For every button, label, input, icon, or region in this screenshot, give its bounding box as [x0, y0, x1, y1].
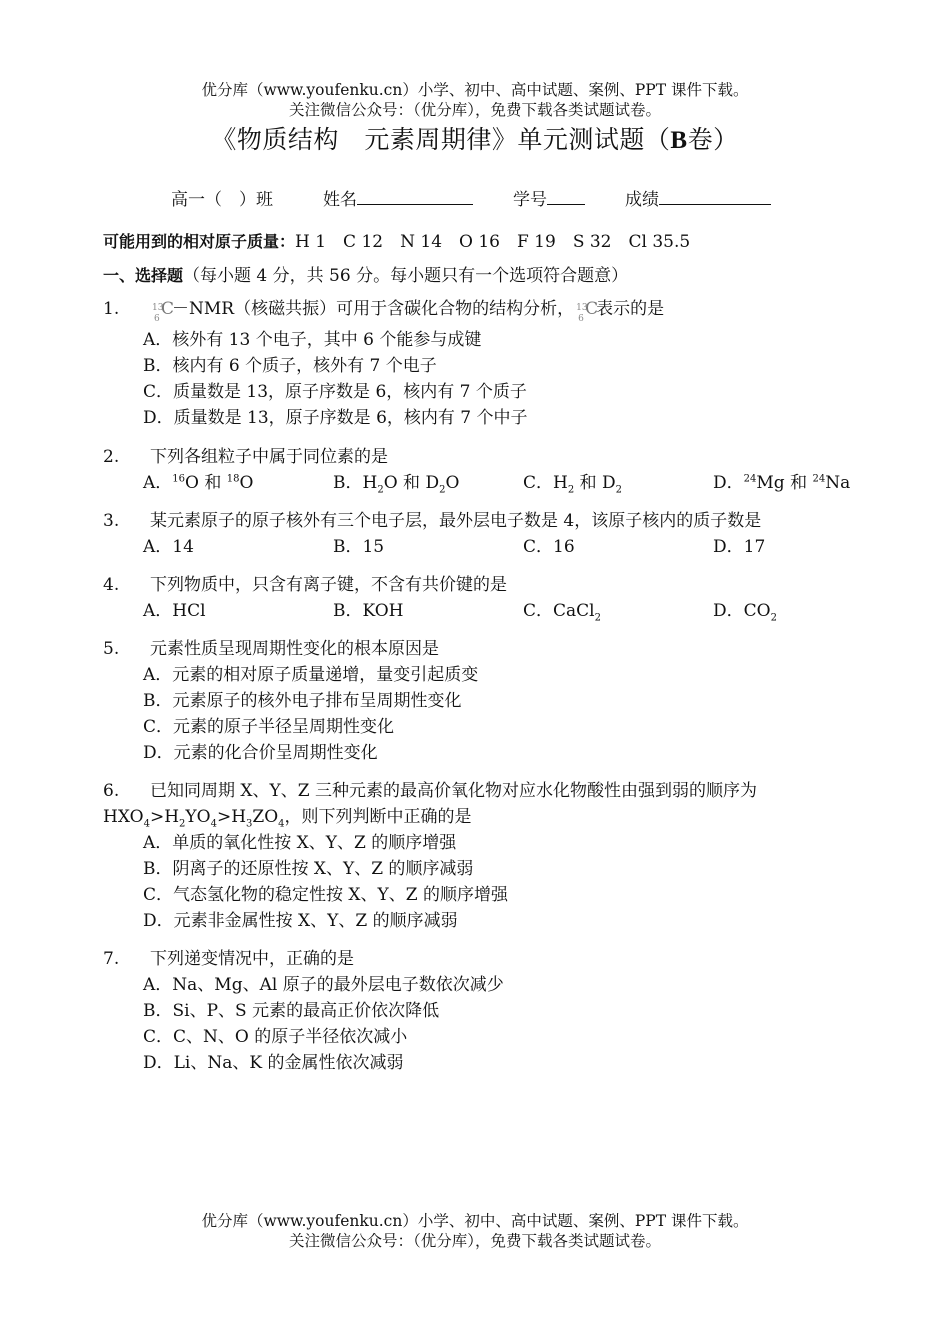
q3-option-d[interactable]: D．17: [713, 537, 766, 557]
name-label: 姓名: [323, 190, 357, 210]
question-number: 5.: [103, 639, 120, 659]
atomic-masses-label: 可能用到的相对原子质量：: [103, 232, 296, 251]
q7-option-b[interactable]: B．Si、P、S 元素的最高正价依次降低: [143, 1001, 440, 1021]
q3-options: [143, 534, 813, 560]
question-3: [103, 508, 761, 534]
page-title: [0, 120, 950, 156]
score-label: 成绩: [625, 190, 659, 210]
question-text: 表示的是: [596, 299, 665, 319]
q1-option-c[interactable]: C．质量数是 13，原子序数是 6，核内有 7 个质子: [143, 382, 527, 402]
q6-option-d[interactable]: D．元素非金属性按 X、Y、Z 的顺序减弱: [143, 911, 458, 931]
question-number: 1.: [103, 299, 120, 319]
question-number: 6.: [103, 781, 120, 801]
question-text: 下列物质中，只含有离子键，不含有共价键的是: [150, 575, 507, 595]
q7-option-a[interactable]: A．Na、Mg、Al 原子的最外层电子数依次减少: [143, 975, 504, 995]
student-id-blank[interactable]: [547, 188, 585, 205]
section-heading: [103, 263, 628, 289]
footer-line2: 关注微信公众号：（优分库），免费下载各类试题试卷。: [288, 1232, 661, 1250]
q1-option-b[interactable]: B．核内有 6 个质子，核外有 7 个电子: [143, 356, 437, 376]
question-text: 已知同周期 X、Y、Z 三种元素的最高价氧化物对应水化物酸性由强到弱的顺序为: [150, 781, 757, 801]
q6-option-c[interactable]: C．气态氢化物的稳定性按 X、Y、Z 的顺序增强: [143, 885, 508, 905]
q3-option-b[interactable]: B．15: [333, 537, 385, 557]
question-number: 4.: [103, 575, 120, 595]
question-1: [103, 296, 664, 322]
q5-option-d[interactable]: D．元素的化合价呈周期性变化: [143, 743, 378, 763]
q7-option-c[interactable]: C．C、N、O 的原子半径依次减小: [143, 1027, 408, 1047]
site-banner-line2: 关注微信公众号：（优分库），免费下载各类试题试卷。: [288, 101, 661, 119]
title-end: 卷）: [687, 125, 739, 154]
atomic-masses: [103, 229, 690, 255]
q2-option-b[interactable]: B．$H_2O$ 和 $D_2O$: [333, 473, 460, 496]
nuclide-symbol: 13 6 C: [576, 299, 599, 324]
q6-option-b[interactable]: B．阴离子的还原性按 X、Y、Z 的顺序减弱: [143, 859, 474, 879]
q1-option-a[interactable]: A．核外有 13 个电子，其中 6 个能参与成键: [143, 330, 482, 350]
q2-options: [143, 470, 853, 496]
question-text: 下列递变情况中，正确的是: [150, 949, 354, 969]
question-text: －NMR（核磁共振）可用于含碳化合物的结构分析，: [172, 299, 575, 319]
question-text: 元素性质呈现周期性变化的根本原因是: [150, 639, 439, 659]
q4-options: [143, 598, 813, 624]
q4-option-b[interactable]: B．KOH: [333, 601, 404, 621]
section-title: 一、选择题: [103, 266, 184, 285]
question-6: [103, 778, 757, 804]
q4-option-c[interactable]: C．CaCl$_2$: [523, 601, 601, 624]
q2-option-c[interactable]: C．$H_2$ 和 $D_2$: [523, 473, 623, 496]
q4-option-d[interactable]: D．$CO_2$: [713, 601, 777, 624]
question-number: 2.: [103, 447, 120, 467]
name-blank[interactable]: [357, 188, 473, 205]
q2-option-d[interactable]: D．$^{24}$Mg 和 $^{24}$Na: [713, 473, 851, 493]
title-main: 《物质结构 元素周期律》单元测试题（: [211, 125, 671, 154]
q4-option-a[interactable]: A．HCl: [143, 601, 206, 621]
question-4: [103, 572, 507, 598]
q5-option-c[interactable]: C．元素的原子半径呈周期性变化: [143, 717, 395, 737]
nuclide-symbol: 13 6 C: [152, 299, 175, 324]
score-blank[interactable]: [659, 188, 771, 205]
q3-option-a[interactable]: A．14: [143, 537, 194, 557]
atomic-masses-values: H 1 C 12 N 14 O 16 F 19 S 32 Cl 35.5: [295, 232, 691, 252]
question-number: 3.: [103, 511, 120, 531]
q2-option-a[interactable]: A．$^{16}$O 和 $^{18}$O: [143, 473, 254, 493]
student-info-row: [171, 185, 771, 210]
q5-option-b[interactable]: B．元素原子的核外电子排布呈周期性变化: [143, 691, 462, 711]
question-2: [103, 444, 388, 470]
question-text: 下列各组粒子中属于同位素的是: [150, 447, 388, 467]
site-banner-line1: 优分库（www.youfenku.cn）小学、初中、高中试题、案例、PPT 课件下载。: [201, 81, 749, 99]
question-5: [103, 636, 439, 662]
q6-option-a[interactable]: A．单质的氧化性按 X、Y、Z 的顺序增强: [143, 833, 457, 853]
q5-option-a[interactable]: A．元素的相对原子质量递增，量变引起质变: [143, 665, 479, 685]
section-note: （每小题 4 分，共 56 分。每小题只有一个选项符合题意）: [183, 266, 629, 286]
title-volume-letter: B: [670, 127, 688, 154]
class-label: 高一（ ）班: [171, 190, 273, 210]
footer-line1: 优分库（www.youfenku.cn）小学、初中、高中试题、案例、PPT 课件下载。: [201, 1212, 749, 1230]
question-7: [103, 946, 354, 972]
q7-option-d[interactable]: D．Li、Na、K 的金属性依次减弱: [143, 1053, 404, 1073]
question-6-formula-line: $HXO_4>H_2YO_4>H_3ZO_4$，则下列判断中正确的是: [103, 807, 472, 830]
student-id-label: 学号: [513, 190, 547, 210]
question-number: 7.: [103, 949, 120, 969]
q3-option-c[interactable]: C．16: [523, 537, 575, 557]
question-text: 某元素原子的原子核外有三个电子层，最外层电子数是 4，该原子核内的质子数是: [150, 511, 762, 531]
q1-option-d[interactable]: D．质量数是 13，原子序数是 6，核内有 7 个中子: [143, 408, 528, 428]
